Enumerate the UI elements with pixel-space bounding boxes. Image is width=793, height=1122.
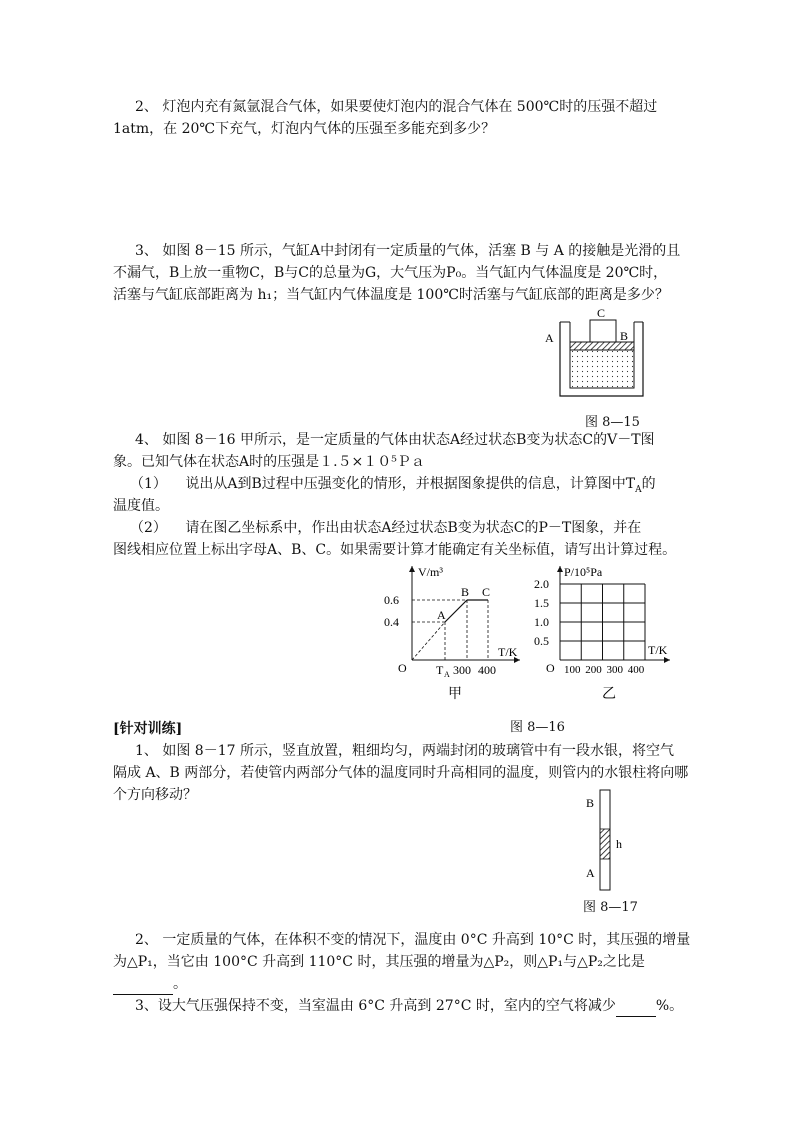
t3-tail: %。 — [655, 998, 684, 1014]
t2-line-1: 2、 一定质量的气体，在体积不变的情况下，温度由 0°C 升高到 10°C 时，其压强的增量 — [135, 932, 691, 948]
x-axis-label: T/K — [498, 645, 518, 659]
origin-label: O — [398, 661, 407, 675]
q4-sub1 — [130, 473, 656, 501]
q4-sub1-subscript: A — [635, 484, 642, 495]
y-tick-label: 1.0 — [534, 615, 549, 629]
point-label-c: C — [482, 585, 491, 599]
x-tick-label: 300 — [453, 663, 471, 677]
section-title: [针对训练] — [113, 721, 183, 737]
segment-a-b — [445, 600, 467, 622]
x-tick-label: 100 — [564, 664, 581, 676]
q4-sub1-line-2: 温度值。 — [113, 498, 169, 514]
point-label-a: A — [437, 608, 446, 622]
t2-answer-blank[interactable] — [113, 980, 173, 995]
q3-line-2: 不漏气，B上放一重物C，B与C的总量为G，大气压为P₀。当气缸内气体温度是 20℃时， — [113, 265, 668, 281]
x-tick-label-sub: A — [444, 670, 450, 679]
t2-line-2: 为△P₁，当它由 100°C 升高到 110°C 时，其压强的增量为△P₂，则△P₁与△P₂之比是 — [113, 954, 645, 970]
q4-sub1-text: 说出从A到B过程中压强变化的情形，并根据图象提供的信息，计算图中T — [185, 476, 636, 492]
x-tick-label: 400 — [478, 663, 496, 677]
figure-8-17 — [580, 785, 640, 895]
t3-line — [135, 995, 683, 1017]
label-c: C — [597, 306, 606, 320]
origin-label: O — [546, 661, 555, 675]
q4-sub2 — [130, 517, 641, 539]
chart-title: 甲 — [448, 687, 462, 702]
x-tick-label: 400 — [627, 664, 645, 676]
fig-8-15-caption: 图 8—15 — [585, 415, 640, 430]
y-axis-label: P/10⁵Pa — [564, 565, 603, 579]
t3-answer-blank[interactable] — [616, 1002, 656, 1017]
q4-sub2-num: （2） — [130, 520, 167, 536]
label-a: A — [586, 866, 595, 880]
label-b: B — [586, 796, 595, 810]
t2-line-3-tail: 。 — [173, 976, 187, 992]
gas-region — [570, 350, 634, 388]
chart-yi — [530, 560, 680, 705]
t3-text: 3、设大气压强保持不变，当室温由 6°C 升高到 27°C 时，室内的空气将减少 — [135, 998, 616, 1014]
y-tick-label: 0.4 — [384, 615, 399, 629]
q4-sub2-line-2: 图线相应位置上标出字母A、B、C。如果需要计算才能确定有关坐标值，请写出计算过程。 — [113, 542, 677, 558]
y-axis-label: V/m³ — [418, 565, 443, 579]
label-a: A — [545, 331, 554, 345]
q2-line-1: 2、 灯泡内充有氮氩混合气体，如果要使灯泡内的混合气体在 500℃时的压强不超过 — [135, 99, 658, 115]
q4-sub1-num: （1） — [130, 476, 167, 492]
t1-line-2: 隔成 A、B 两部分，若使管内两部分气体的温度同时升高相同的温度，则管内的水银柱将向哪 — [113, 765, 689, 781]
x-tick-label: T — [436, 663, 444, 677]
x-tick-label: 200 — [585, 664, 602, 676]
y-axis-arrow — [557, 566, 563, 572]
q2-line-2: 1atm，在 20℃下充气，灯泡内气体的压强至多能充到多少？ — [113, 121, 496, 137]
y-axis-arrow — [409, 566, 415, 572]
piston — [570, 342, 634, 350]
chart-jia — [380, 560, 530, 705]
q3-line-3: 活塞与气缸底部距离为 h₁；当气缸内气体温度是 100℃时活塞与气缸底部的距离是多少？ — [113, 287, 669, 303]
label-h: h — [616, 837, 622, 851]
t1-line-1: 1、 如图 8－17 所示，竖直放置，粗细均匀，两端封闭的玻璃管中有一段水银，将空气 — [135, 743, 674, 759]
point-label-b: B — [461, 585, 470, 599]
t1-line-3: 个方向移动？ — [113, 787, 197, 803]
mercury-column — [600, 829, 610, 859]
q4-sub2-text: 请在图乙坐标系中，作出由状态A经过状态B变为状态C的P－T图象，并在 — [185, 520, 642, 536]
fig-8-16-caption: 图 8—16 — [510, 720, 565, 735]
x-tick-label: 300 — [606, 664, 623, 676]
y-tick-label: 1.5 — [534, 596, 549, 610]
fig-8-17-caption: 图 8—17 — [583, 900, 638, 915]
y-tick-label: 0.6 — [384, 593, 399, 607]
y-tick-label: 0.5 — [534, 634, 549, 648]
q3-line-1: 3、 如图 8－15 所示，气缸A中封闭有一定质量的气体，活塞 B 与 A 的接触是光滑的且 — [135, 243, 681, 259]
t2-line-3 — [113, 973, 187, 995]
chart-title: 乙 — [602, 687, 616, 702]
x-axis-label: T/K — [648, 643, 668, 657]
x-axis-arrow — [664, 657, 670, 663]
weight-c — [590, 320, 616, 342]
y-tick-label: 2.0 — [534, 577, 549, 591]
label-b: B — [620, 329, 629, 343]
q4-line-2: 象。已知气体在状态A时的压强是１.５×１０⁵Ｐａ — [113, 454, 425, 470]
q4-sub1-tail: 的 — [641, 476, 656, 492]
extrapolation-line — [412, 622, 445, 660]
q4-line-1: 4、 如图 8－16 甲所示，是一定质量的气体由状态A经过状态B变为状态C的V－T图 — [135, 432, 655, 448]
